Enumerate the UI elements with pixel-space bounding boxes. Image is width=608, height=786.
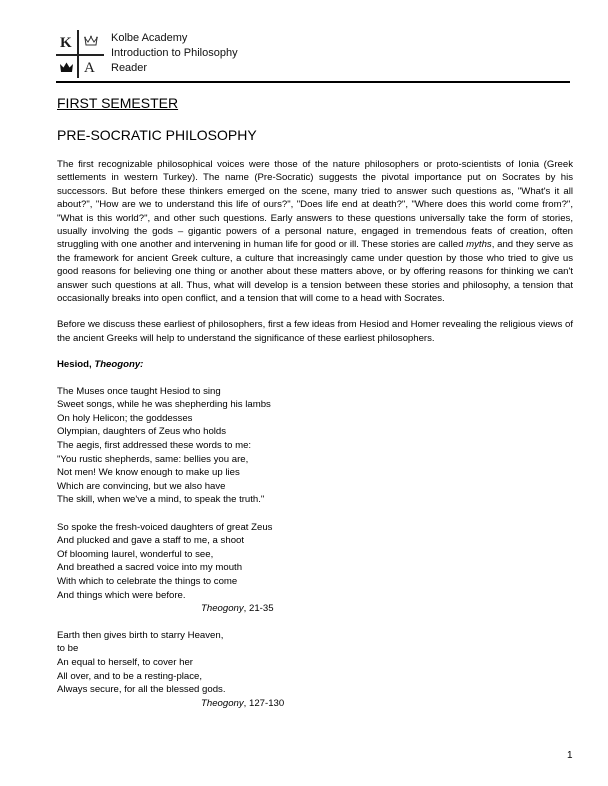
- section-title: PRE-SOCRATIC PHILOSOPHY: [57, 127, 257, 143]
- attribution-lines: , 127-130: [243, 697, 285, 709]
- page-number: 1: [567, 750, 573, 761]
- poem-line: With which to celebrate the things to come: [57, 576, 238, 587]
- source-heading: [57, 358, 573, 371]
- page-header: [56, 30, 570, 82]
- poem-excerpt-1: [57, 385, 573, 616]
- kolbe-academy-logo: [56, 30, 104, 78]
- poem-line: An equal to herself, to cover her: [57, 656, 193, 668]
- poem-line: to be: [57, 643, 79, 655]
- poem-line: The Muses once taught Hesiod to sing: [57, 385, 221, 397]
- poem-line: Always secure, for all the blessed gods.: [57, 684, 226, 696]
- source-author: Hesiod,: [57, 359, 95, 371]
- logo-letter-a: A: [84, 60, 95, 76]
- header-academy-name: Kolbe Academy: [111, 32, 188, 44]
- poem-line: Which are convincing, but we also have: [57, 480, 226, 492]
- poem-line: On holy Helicon; the goddesses: [57, 412, 193, 424]
- poem-line: All over, and to be a resting-place,: [57, 670, 203, 682]
- document-body: [57, 94, 573, 710]
- poem-line: Olympian, daughters of Zeus who holds: [57, 426, 227, 438]
- crown-outline-icon: [84, 35, 98, 47]
- poem-excerpt-2: [57, 629, 573, 711]
- intro-paragraph: [57, 158, 573, 305]
- intro-text-part-2: , and they serve as the framework for ancient Greek culture, a culture that increasingly came under question by those who tried to give us good reasons for believing one thing or another about these matters above, or by offering reasons for thinking we can't answer such questions at all. Thus, what will develop is a tension between these stories and philosophy, a tension that occasionally breaks into open conflict, and a tension that will come to a head with Socrates.: [57, 239, 573, 305]
- poem-attribution: [57, 697, 573, 711]
- logo-letter-k: K: [60, 35, 72, 51]
- attribution-work: Theogony: [201, 603, 244, 615]
- attribution-lines: , 21-35: [243, 603, 274, 615]
- intro-text-part-1: The first recognizable philosophical voices were those of the nature philosophers or proto-scientists of Ionia (Greek settlements in western Turkey). The name (Pre-Socratic) suggests the pivotal importance put on Socrates by his successors. But before these thinkers emerged on the scene, many tried to answer such questions as, "What's it all about?", "How are we to understand this life of ours?", "Does life end at death?", "Where does this world come from?", "What is this world?", and other such questions. Early answers to these questions universally take the form of stories, usually involving the gods – gigantic powers of a personal nature, engaged in tremendous feats of creation, often struggling with one another and intervening in human life for good or ill. These stories are called: [57, 159, 573, 251]
- poem-line: Of blooming laurel, wonderful to see,: [57, 548, 214, 560]
- poem-line: The aegis, first addressed these words to me:: [57, 440, 252, 452]
- intro-emphasis-myths: myths: [466, 239, 492, 251]
- attribution-work: Theogony: [201, 697, 244, 709]
- poem-attribution: [57, 602, 573, 616]
- poem-line: So spoke the fresh-voiced daughters of great Zeus: [57, 521, 273, 533]
- second-paragraph: Before we discuss these earliest of philosophers, first a few ideas from Hesiod and Homer revealing the religious views of the ancient Greeks will help to understand the significance of these earliest philosophers.: [57, 319, 573, 344]
- poem-line: Sweet songs, while he was shepherding his lambs: [57, 399, 271, 411]
- poem-line: Earth then gives birth to starry Heaven,: [57, 629, 224, 641]
- crown-solid-icon: [59, 61, 74, 73]
- header-course-name: Introduction to Philosophy: [111, 47, 238, 59]
- source-work: Theogony:: [94, 359, 144, 371]
- header-divider: [56, 81, 570, 83]
- poem-line: "You rustic shepherds, same: bellies you are,: [57, 453, 249, 465]
- header-doc-type: Reader: [111, 62, 148, 74]
- header-text: [111, 31, 238, 76]
- poem-line: And plucked and gave a staff to me, a shoot: [57, 535, 245, 547]
- stanza-break: [57, 507, 573, 521]
- poem-line: And breathed a sacred voice into my mouth: [57, 562, 243, 574]
- semester-heading: FIRST SEMESTER: [57, 95, 179, 111]
- poem-line: The skill, when we've a mind, to speak the truth.": [57, 494, 265, 506]
- poem-line: Not men! We know enough to make up lies: [57, 467, 240, 479]
- poem-line: And things which were before.: [57, 589, 186, 601]
- logo-horizontal-divider: [56, 54, 104, 56]
